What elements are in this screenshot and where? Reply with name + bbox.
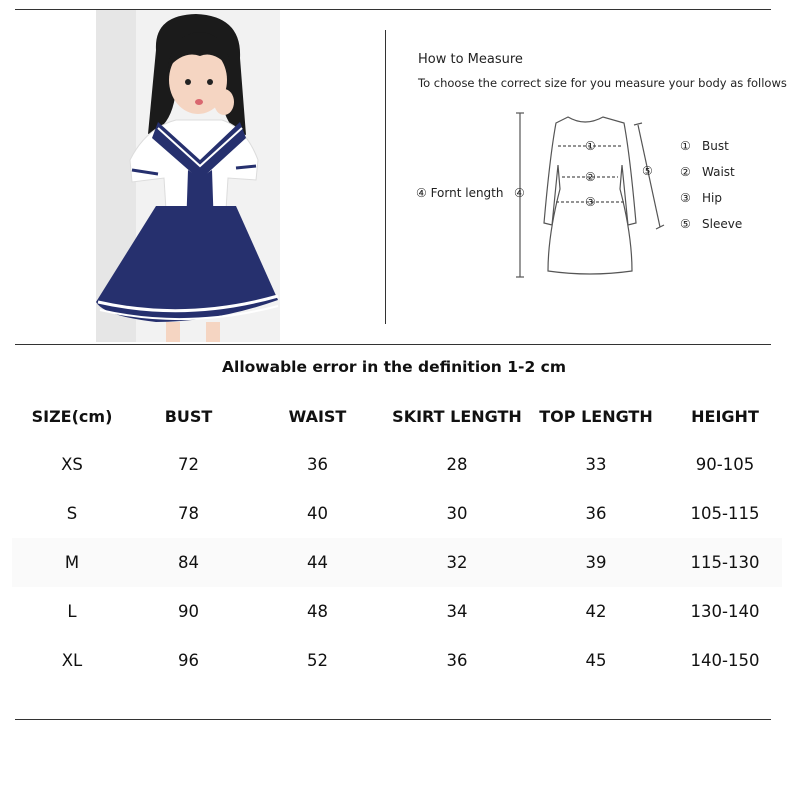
cell-skirt-length: 28 (446, 455, 468, 474)
cell-bust: 90 (178, 602, 199, 621)
cell-skirt-length: 32 (390, 538, 524, 587)
cell-top-length: 39 (524, 538, 668, 587)
cell-skirt-length: 34 (446, 602, 468, 621)
table-row (12, 538, 782, 587)
cell-height: 140-150 (690, 651, 760, 670)
hip-number: ③ (585, 195, 596, 209)
header-bust: BUST (164, 406, 213, 426)
header-skirt-length: SKIRT LENGTH (392, 406, 522, 426)
cell-height: 115-130 (668, 538, 782, 587)
sleeve-number: ⑤ (642, 164, 653, 178)
waist-number: ② (585, 170, 596, 184)
bust-number: ① (585, 139, 596, 153)
cell-top-length: 42 (585, 602, 607, 621)
cell-size: XL (61, 651, 83, 670)
header-height: HEIGHT (691, 406, 759, 426)
legend-waist-num: ② (680, 165, 691, 179)
middle-rule (15, 344, 771, 345)
legend-hip-label: Hip (702, 191, 722, 205)
cell-waist: 44 (245, 538, 390, 587)
legend-waist-label: Waist (702, 165, 735, 179)
table-row (12, 636, 782, 685)
legend-bust-num: ① (680, 139, 691, 153)
header-waist: WAIST (288, 406, 347, 426)
cell-height: 105-115 (690, 504, 760, 523)
cell-waist: 40 (307, 504, 328, 523)
cell-height: 90-105 (695, 455, 755, 474)
cell-bust: 84 (132, 538, 245, 587)
sailor-dress-illustration (96, 10, 280, 342)
cell-height: 130-140 (690, 602, 760, 621)
cell-size: M (12, 538, 132, 587)
bottom-rule (15, 719, 771, 720)
cell-size: XS (61, 455, 83, 474)
cell-waist: 36 (307, 455, 328, 474)
legend-hip-num: ③ (680, 191, 691, 205)
cell-waist: 52 (307, 651, 328, 670)
cell-bust: 96 (178, 651, 199, 670)
cell-top-length: 36 (585, 504, 607, 523)
how-to-measure-subtitle: To choose the correct size for you measure your body as follows (418, 76, 787, 90)
product-photo (96, 10, 280, 342)
front-length-number: ④ (514, 186, 525, 200)
divider-vertical (385, 30, 386, 324)
measurement-diagram (410, 105, 770, 285)
table-row (12, 440, 782, 489)
cell-waist: 48 (307, 602, 328, 621)
cell-bust: 72 (178, 455, 199, 474)
cell-bust: 78 (178, 504, 199, 523)
cell-top-length: 45 (585, 651, 607, 670)
front-length-label: ④ Fornt length (416, 186, 504, 200)
cell-size: L (67, 602, 77, 621)
legend-sleeve-num: ⑤ (680, 217, 691, 231)
allowable-error-caption: Allowable error in the definition 1-2 cm (222, 358, 566, 376)
size-chart-table (12, 392, 782, 685)
header-top-length: TOP LENGTH (539, 406, 653, 426)
how-to-measure-title: How to Measure (418, 52, 523, 67)
legend-sleeve-label: Sleeve (702, 217, 743, 231)
cell-top-length: 33 (585, 455, 607, 474)
cell-skirt-length: 36 (446, 651, 468, 670)
cell-skirt-length: 30 (446, 504, 468, 523)
header-size: SIZE(cm) (31, 406, 113, 426)
legend-bust-label: Bust (702, 139, 729, 153)
cell-size: S (66, 504, 78, 523)
table-row (12, 489, 782, 538)
table-row (12, 587, 782, 636)
table-header-row (12, 392, 782, 440)
